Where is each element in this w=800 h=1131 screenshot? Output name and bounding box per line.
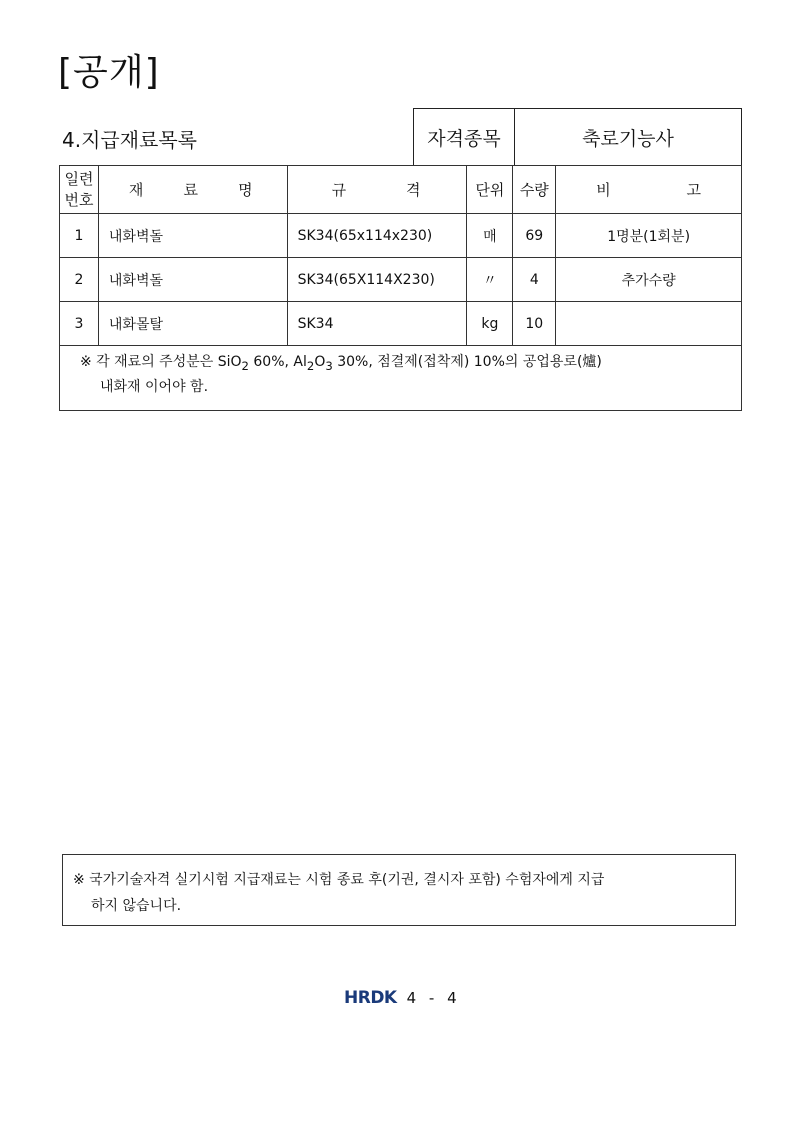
notice-box bbox=[62, 854, 736, 926]
title-row bbox=[60, 108, 742, 166]
row-material-name: 내화몰탈 bbox=[98, 302, 287, 346]
table-row bbox=[60, 302, 742, 346]
row-spec: SK34(65X114X230) bbox=[287, 258, 467, 302]
row-material-name: 내화벽돌 bbox=[98, 258, 287, 302]
row-number: 2 bbox=[60, 258, 99, 302]
header-remark: 비 고 bbox=[556, 166, 742, 214]
table-note-row bbox=[60, 346, 742, 411]
header-material-name: 재 료 명 bbox=[98, 166, 287, 214]
qualification-label: 자격종목 bbox=[414, 109, 515, 165]
row-unit: 매 bbox=[467, 214, 513, 258]
qualification-value: 축로기능사 bbox=[582, 127, 674, 150]
page-number: 4 - 4 bbox=[406, 989, 461, 1007]
row-unit: 〃 bbox=[467, 258, 513, 302]
table-row bbox=[60, 214, 742, 258]
row-unit: kg bbox=[467, 302, 513, 346]
row-quantity: 10 bbox=[513, 302, 556, 346]
row-remark bbox=[556, 302, 742, 346]
header-unit: 단위 bbox=[467, 166, 513, 214]
materials-table bbox=[59, 165, 742, 411]
row-spec: SK34 bbox=[287, 302, 467, 346]
note-line-1: ※ 각 재료의 주성분은 SiO$_2$ 60%, $Al_2O_3$ 30%, 점결제(접착제) 10%의 공업용로(爐) bbox=[80, 354, 602, 373]
note-line-2: 내화재 이어야 함. bbox=[100, 378, 209, 395]
table-row bbox=[60, 258, 742, 302]
header-serial-number: 일련 번호 bbox=[60, 166, 99, 214]
header-spec: 규 격 bbox=[287, 166, 467, 214]
notice-line-2: 하지 않습니다. bbox=[91, 898, 182, 914]
qualification-box bbox=[413, 108, 742, 165]
hrdk-logo: HRDK bbox=[344, 988, 397, 1008]
row-number: 1 bbox=[60, 214, 99, 258]
table-header-row bbox=[60, 166, 742, 214]
notice-line-1: ※ 국가기술자격 실기시험 지급재료는 시험 종료 후(기권, 결시자 포함) 수험자에게 지급 bbox=[73, 872, 605, 888]
section-title: 4.지급재료목록 bbox=[62, 128, 198, 152]
material-note bbox=[60, 346, 742, 411]
page-footer bbox=[344, 988, 461, 1008]
row-quantity: 4 bbox=[513, 258, 556, 302]
row-remark: 1명분(1회분) bbox=[556, 214, 742, 258]
row-spec: SK34(65x114x230) bbox=[287, 214, 467, 258]
header-quantity: 수량 bbox=[513, 166, 556, 214]
row-quantity: 69 bbox=[513, 214, 556, 258]
row-number: 3 bbox=[60, 302, 99, 346]
row-material-name: 내화벽돌 bbox=[98, 214, 287, 258]
document-label: [공개] bbox=[58, 52, 160, 93]
row-remark: 추가수량 bbox=[556, 258, 742, 302]
